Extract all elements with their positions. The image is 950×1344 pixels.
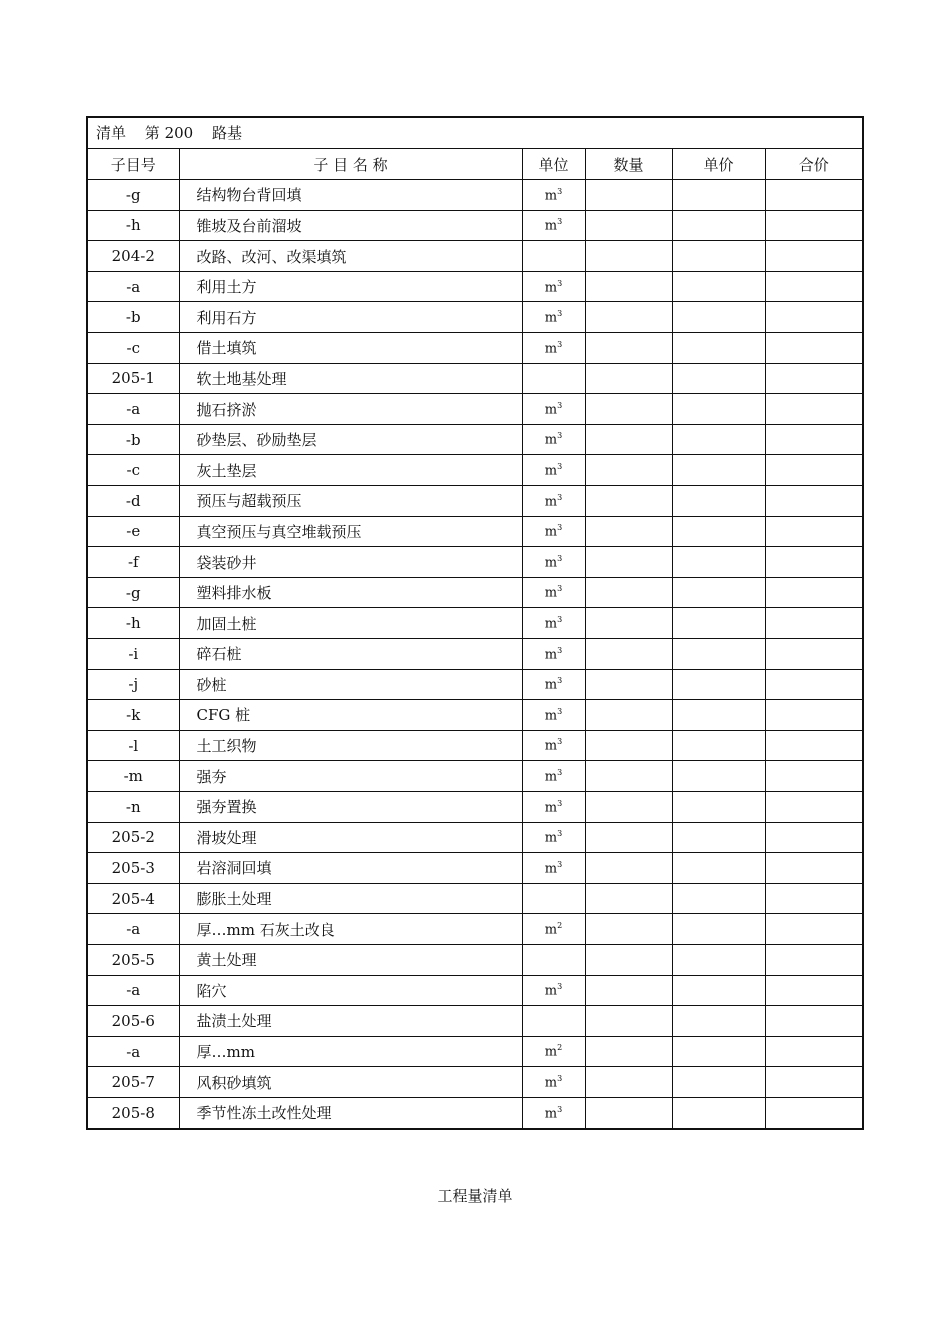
item-code: 205-5 [88, 944, 179, 975]
item-name: 季节性冻土改性处理 [179, 1097, 522, 1128]
table-row [88, 1067, 862, 1098]
col-header-code: 子目号 [88, 149, 179, 180]
item-code: 205-8 [88, 1097, 179, 1128]
item-unit-price-cell [672, 333, 765, 364]
item-total-price-cell [765, 394, 862, 425]
item-quantity-cell [585, 394, 672, 425]
table-header-row [88, 149, 862, 180]
item-name: 利用石方 [179, 302, 522, 333]
item-code: -n [88, 791, 179, 822]
item-total-price-cell [765, 486, 862, 517]
item-unit-price-cell [672, 608, 765, 639]
item-quantity-cell [585, 791, 672, 822]
item-unit-price-cell [672, 791, 765, 822]
item-unit [522, 271, 585, 302]
unit-exponent: 3 [557, 1104, 563, 1114]
unit-exponent: 3 [557, 982, 563, 992]
item-quantity-cell [585, 761, 672, 792]
unit-base: m [544, 310, 558, 326]
item-name: 塑料排水板 [179, 577, 522, 608]
unit-exponent: 3 [557, 798, 563, 808]
item-quantity-cell [585, 577, 672, 608]
unit-exponent: 3 [557, 339, 563, 349]
table-row [88, 547, 862, 578]
item-name: 抛石挤淤 [179, 394, 522, 425]
unit-base: m [544, 1106, 558, 1122]
unit-exponent: 3 [557, 1073, 563, 1083]
item-total-price-cell [765, 333, 862, 364]
item-name: CFG 桩 [179, 700, 522, 731]
item-unit [522, 669, 585, 700]
item-unit [522, 516, 585, 547]
item-unit-price-cell [672, 700, 765, 731]
item-total-price-cell [765, 271, 862, 302]
unit-exponent: 3 [557, 309, 563, 319]
unit-exponent: 3 [557, 584, 563, 594]
item-unit [522, 180, 585, 211]
unit-exponent: 3 [557, 462, 563, 472]
unit-base: m [544, 861, 558, 877]
unit-base: m [544, 708, 558, 724]
item-quantity-cell [585, 914, 672, 945]
table-row [88, 1006, 862, 1037]
item-name: 滑坡处理 [179, 822, 522, 853]
item-unit-price-cell [672, 180, 765, 211]
table-row [88, 914, 862, 945]
table-row [88, 271, 862, 302]
unit-base: m [544, 677, 558, 693]
item-total-price-cell [765, 363, 862, 394]
item-quantity-cell [585, 1006, 672, 1037]
item-code: -a [88, 1036, 179, 1067]
unit-exponent: 3 [557, 278, 563, 288]
item-name: 盐渍土处理 [179, 1006, 522, 1037]
item-quantity-cell [585, 669, 672, 700]
item-total-price-cell [765, 608, 862, 639]
item-code: 205-2 [88, 822, 179, 853]
item-code: -c [88, 333, 179, 364]
item-unit-price-cell [672, 883, 765, 914]
item-unit [522, 333, 585, 364]
table-row [88, 577, 862, 608]
item-code: -e [88, 516, 179, 547]
item-code: -d [88, 486, 179, 517]
item-name: 砂桩 [179, 669, 522, 700]
item-code: 205-1 [88, 363, 179, 394]
title-label: 清单 [96, 124, 127, 142]
item-quantity-cell [585, 975, 672, 1006]
item-code: 205-3 [88, 853, 179, 884]
unit-base: m [544, 555, 558, 571]
item-unit-price-cell [672, 730, 765, 761]
item-unit-price-cell [672, 761, 765, 792]
item-code: -g [88, 180, 179, 211]
item-name: 真空预压与真空堆载预压 [179, 516, 522, 547]
table-row [88, 761, 862, 792]
unit-exponent: 3 [557, 645, 563, 655]
item-code: -i [88, 639, 179, 670]
item-total-price-cell [765, 241, 862, 272]
item-unit [522, 210, 585, 241]
item-total-price-cell [765, 455, 862, 486]
item-name: 锥坡及台前溜坡 [179, 210, 522, 241]
unit-exponent: 2 [557, 1043, 563, 1053]
unit-exponent: 3 [557, 217, 563, 227]
item-unit-price-cell [672, 975, 765, 1006]
item-quantity-cell [585, 241, 672, 272]
table-row [88, 822, 862, 853]
item-code: -c [88, 455, 179, 486]
item-unit [522, 975, 585, 1006]
table-row [88, 424, 862, 455]
item-quantity-cell [585, 822, 672, 853]
item-unit-price-cell [672, 424, 765, 455]
unit-base: m [544, 218, 558, 234]
unit-exponent: 3 [557, 676, 563, 686]
unit-exponent: 2 [557, 920, 563, 930]
table-row [88, 363, 862, 394]
item-unit-price-cell [672, 1097, 765, 1128]
table-row [88, 883, 862, 914]
item-name: 强夯 [179, 761, 522, 792]
unit-base: m [544, 402, 558, 418]
item-total-price-cell [765, 516, 862, 547]
item-name: 软土地基处理 [179, 363, 522, 394]
unit-base: m [544, 983, 558, 999]
unit-base: m [544, 830, 558, 846]
item-name: 加固土桩 [179, 608, 522, 639]
item-total-price-cell [765, 944, 862, 975]
item-unit-price-cell [672, 547, 765, 578]
item-code: -j [88, 669, 179, 700]
item-total-price-cell [765, 914, 862, 945]
item-total-price-cell [765, 639, 862, 670]
item-quantity-cell [585, 302, 672, 333]
table-row [88, 853, 862, 884]
table-row [88, 302, 862, 333]
title-name: 路基 [211, 124, 242, 142]
col-header-total-price: 合价 [765, 149, 862, 180]
item-total-price-cell [765, 791, 862, 822]
item-unit-price-cell [672, 577, 765, 608]
table-body [88, 180, 862, 1128]
table-row [88, 791, 862, 822]
item-total-price-cell [765, 700, 862, 731]
item-code: 205-4 [88, 883, 179, 914]
item-total-price-cell [765, 822, 862, 853]
item-unit-price-cell [672, 944, 765, 975]
unit-base: m [544, 524, 558, 540]
item-quantity-cell [585, 486, 672, 517]
item-unit [522, 730, 585, 761]
unit-base: m [544, 799, 558, 815]
item-code: -a [88, 394, 179, 425]
item-quantity-cell [585, 1097, 672, 1128]
unit-base: m [544, 1075, 558, 1091]
item-unit-price-cell [672, 271, 765, 302]
unit-exponent: 3 [557, 615, 563, 625]
item-name: 预压与超载预压 [179, 486, 522, 517]
item-name: 借土填筑 [179, 333, 522, 364]
item-unit-price-cell [672, 914, 765, 945]
item-quantity-cell [585, 455, 672, 486]
sheet-title-row [88, 118, 862, 149]
item-unit-price-cell [672, 394, 765, 425]
item-total-price-cell [765, 761, 862, 792]
title-section: 第 200 [144, 124, 194, 142]
item-code: -a [88, 975, 179, 1006]
item-quantity-cell [585, 639, 672, 670]
item-code: 205-6 [88, 1006, 179, 1037]
item-total-price-cell [765, 975, 862, 1006]
item-unit [522, 822, 585, 853]
item-unit-price-cell [672, 1006, 765, 1037]
col-header-unit: 单位 [522, 149, 585, 180]
item-unit [522, 424, 585, 455]
item-total-price-cell [765, 1006, 862, 1037]
item-code: -a [88, 914, 179, 945]
item-unit [522, 1097, 585, 1128]
item-unit [522, 363, 585, 394]
item-code: -b [88, 424, 179, 455]
item-total-price-cell [765, 577, 862, 608]
unit-base: m [544, 769, 558, 785]
item-quantity-cell [585, 363, 672, 394]
table-row [88, 1097, 862, 1128]
item-code: -h [88, 210, 179, 241]
item-unit-price-cell [672, 1067, 765, 1098]
table-row [88, 669, 862, 700]
item-code: -k [88, 700, 179, 731]
unit-exponent: 3 [557, 768, 563, 777]
item-name: 厚…mm 石灰土改良 [179, 914, 522, 945]
table-row [88, 944, 862, 975]
item-code: -l [88, 730, 179, 761]
item-total-price-cell [765, 883, 862, 914]
item-unit [522, 883, 585, 914]
item-name: 利用土方 [179, 271, 522, 302]
item-name: 改路、改河、改渠填筑 [179, 241, 522, 272]
item-name: 结构物台背回填 [179, 180, 522, 211]
item-quantity-cell [585, 883, 672, 914]
item-unit-price-cell [672, 486, 765, 517]
item-name: 陷穴 [179, 975, 522, 1006]
item-total-price-cell [765, 669, 862, 700]
item-code: 204-2 [88, 241, 179, 272]
unit-exponent: 3 [557, 400, 563, 410]
item-code: 205-7 [88, 1067, 179, 1098]
item-quantity-cell [585, 700, 672, 731]
item-quantity-cell [585, 180, 672, 211]
item-total-price-cell [765, 180, 862, 211]
item-unit-price-cell [672, 241, 765, 272]
col-header-unit-price: 单价 [672, 149, 765, 180]
table-row [88, 516, 862, 547]
unit-exponent: 3 [557, 553, 563, 563]
unit-exponent: 3 [557, 186, 563, 196]
quantities-table [88, 149, 862, 1128]
unit-base: m [544, 616, 558, 632]
item-unit [522, 547, 585, 578]
table-row [88, 241, 862, 272]
item-unit-price-cell [672, 669, 765, 700]
item-total-price-cell [765, 424, 862, 455]
item-name: 风积砂填筑 [179, 1067, 522, 1098]
table-row [88, 486, 862, 517]
item-total-price-cell [765, 730, 862, 761]
table-row [88, 608, 862, 639]
unit-base: m [544, 341, 558, 357]
item-total-price-cell [765, 1036, 862, 1067]
item-unit-price-cell [672, 1036, 765, 1067]
item-unit [522, 853, 585, 884]
unit-base: m [544, 279, 558, 295]
item-code: -f [88, 547, 179, 578]
item-unit [522, 944, 585, 975]
unit-base: m [544, 1044, 558, 1060]
item-name: 膨胀土处理 [179, 883, 522, 914]
item-unit [522, 1067, 585, 1098]
unit-exponent: 3 [557, 737, 563, 747]
item-total-price-cell [765, 302, 862, 333]
table-row [88, 455, 862, 486]
item-total-price-cell [765, 1067, 862, 1098]
unit-base: m [544, 188, 558, 204]
unit-exponent: 3 [557, 829, 563, 839]
table-row [88, 975, 862, 1006]
item-unit [522, 1006, 585, 1037]
unit-base: m [544, 432, 558, 448]
unit-exponent: 3 [557, 431, 563, 441]
unit-exponent: 3 [557, 523, 563, 533]
item-unit [522, 241, 585, 272]
item-name: 黄土处理 [179, 944, 522, 975]
item-code: -g [88, 577, 179, 608]
table-row [88, 639, 862, 670]
item-unit [522, 639, 585, 670]
item-name: 厚…mm [179, 1036, 522, 1067]
item-total-price-cell [765, 210, 862, 241]
unit-exponent: 3 [557, 706, 563, 716]
item-unit [522, 577, 585, 608]
unit-exponent: 3 [557, 859, 563, 869]
table-row [88, 333, 862, 364]
item-quantity-cell [585, 424, 672, 455]
item-code: -h [88, 608, 179, 639]
item-unit [522, 761, 585, 792]
item-unit [522, 914, 585, 945]
item-unit-price-cell [672, 822, 765, 853]
unit-base: m [544, 585, 558, 601]
table-row [88, 730, 862, 761]
unit-base: m [544, 493, 558, 509]
item-quantity-cell [585, 516, 672, 547]
item-unit [522, 394, 585, 425]
item-unit-price-cell [672, 455, 765, 486]
table-row [88, 394, 862, 425]
item-unit [522, 700, 585, 731]
item-unit-price-cell [672, 210, 765, 241]
item-quantity-cell [585, 547, 672, 578]
table-row [88, 1036, 862, 1067]
item-unit [522, 608, 585, 639]
item-name: 强夯置换 [179, 791, 522, 822]
item-quantity-cell [585, 333, 672, 364]
table-row [88, 210, 862, 241]
table-row [88, 180, 862, 211]
item-name: 土工织物 [179, 730, 522, 761]
item-unit [522, 1036, 585, 1067]
item-name: 袋装砂井 [179, 547, 522, 578]
unit-base: m [544, 463, 558, 479]
item-quantity-cell [585, 730, 672, 761]
item-quantity-cell [585, 853, 672, 884]
page-caption: 工程量清单 [437, 1187, 513, 1205]
item-unit [522, 791, 585, 822]
col-header-name: 子 目 名 称 [179, 149, 522, 180]
item-name: 灰土垫层 [179, 455, 522, 486]
item-unit-price-cell [672, 853, 765, 884]
item-name: 砂垫层、砂励垫层 [179, 424, 522, 455]
item-unit-price-cell [672, 516, 765, 547]
item-total-price-cell [765, 1097, 862, 1128]
item-quantity-cell [585, 1067, 672, 1098]
unit-base: m [544, 738, 558, 754]
item-quantity-cell [585, 271, 672, 302]
unit-base: m [544, 646, 558, 662]
table-row [88, 700, 862, 731]
item-unit-price-cell [672, 302, 765, 333]
item-unit [522, 455, 585, 486]
item-name: 碎石桩 [179, 639, 522, 670]
item-unit-price-cell [672, 363, 765, 394]
item-quantity-cell [585, 944, 672, 975]
unit-base: m [544, 922, 558, 938]
item-code: -m [88, 761, 179, 792]
item-unit [522, 486, 585, 517]
item-code: -b [88, 302, 179, 333]
item-quantity-cell [585, 1036, 672, 1067]
item-total-price-cell [765, 547, 862, 578]
item-name: 岩溶洞回填 [179, 853, 522, 884]
item-total-price-cell [765, 853, 862, 884]
unit-exponent: 3 [557, 492, 563, 502]
item-unit [522, 302, 585, 333]
col-header-quantity: 数量 [585, 149, 672, 180]
bill-of-quantities-sheet [86, 116, 864, 1130]
item-quantity-cell [585, 210, 672, 241]
item-code: -a [88, 271, 179, 302]
item-unit-price-cell [672, 639, 765, 670]
item-quantity-cell [585, 608, 672, 639]
